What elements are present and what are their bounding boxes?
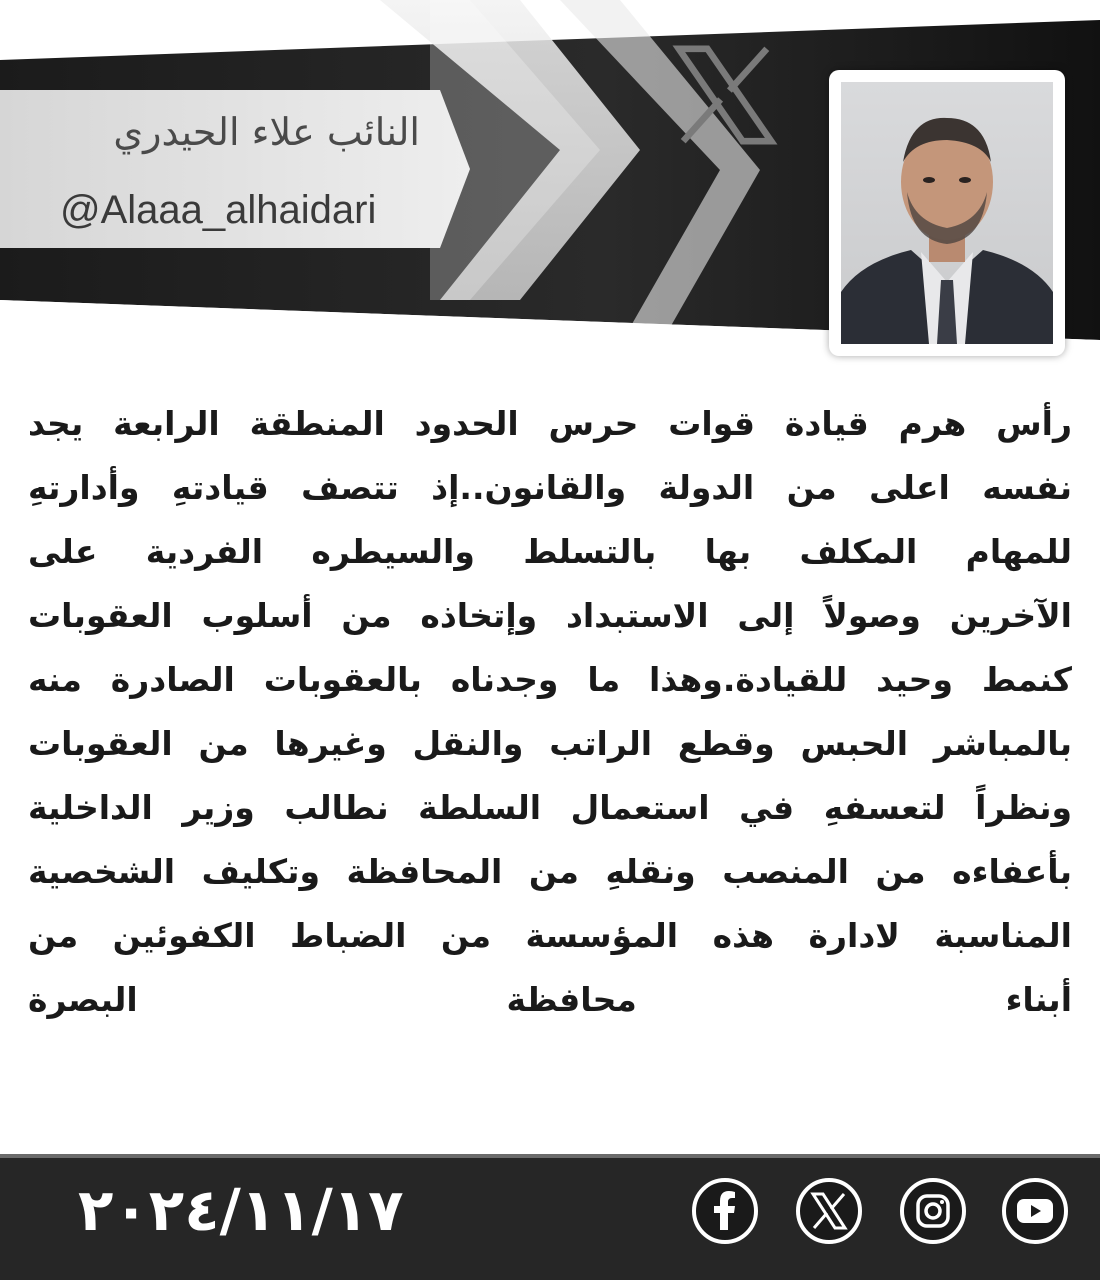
- portrait-image: [841, 82, 1053, 344]
- facebook-icon[interactable]: [690, 1176, 760, 1246]
- statement-line: المناسبة لادارة هذه المؤسسة من الضباط الكفوئين من: [28, 916, 1072, 955]
- statement-line: رأس هرم قيادة قوات حرس الحدود المنطقة الرابعة يجد: [28, 404, 1072, 443]
- x-icon[interactable]: [794, 1176, 864, 1246]
- statement-line: الآخرين وصولاً إلى الاستبداد وإتخاذه من أسلوب العقوبات: [28, 596, 1072, 635]
- statement-line: بأعفاءه من المنصب ونقلهِ من المحافظة وتكليف الشخصية: [28, 852, 1072, 891]
- header-banner: [0, 0, 1100, 380]
- twitter-handle: @Alaaa_alhaidari: [60, 188, 377, 232]
- statement-line: ونظراً لتعسفهِ في استعمال السلطة نطالب وزير الداخلية: [28, 788, 1072, 827]
- statement-text: [28, 398, 1072, 1038]
- statement-line: بالمباشر الحبس وقطع الراتب والنقل وغيرها من العقوبات: [28, 724, 1072, 763]
- name-arabic: النائب علاء الحيدري: [113, 110, 420, 154]
- statement-line: نفسه اعلى من الدولة والقانون..إذ تتصف قيادتهِ وأدارتهِ: [28, 468, 1072, 507]
- statement-line: كنمط وحيد للقيادة.وهذا ما وجدناه بالعقوبات الصادرة منه: [28, 660, 1072, 699]
- statement-line: للمهام المكلف بها بالتسلط والسيطره الفردية على: [28, 532, 1072, 571]
- instagram-icon[interactable]: [898, 1176, 968, 1246]
- x-logo-icon: [670, 40, 780, 150]
- profile-photo: [841, 82, 1053, 344]
- profile-photo-frame: [829, 70, 1065, 356]
- statement-line: أبناء محافظة البصرة: [28, 980, 1072, 1019]
- youtube-icon[interactable]: [1000, 1176, 1070, 1246]
- post-date: ٢٠٢٤/١١/١٧: [78, 1176, 404, 1244]
